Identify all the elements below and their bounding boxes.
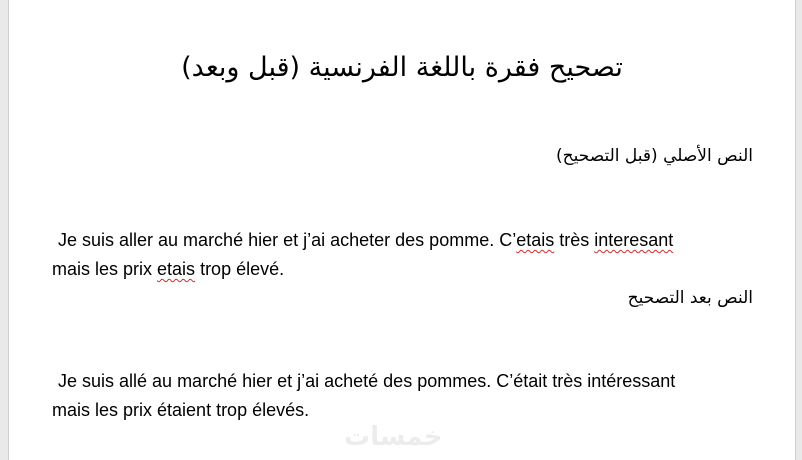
- original-paragraph: [52, 226, 772, 284]
- text-segment: Je suis aller au marché hier et j’ai acheter des pomme. C’: [58, 230, 517, 250]
- corrected-paragraph-line: mais les prix étaient trop élevés.: [52, 400, 310, 420]
- corrected-paragraph-line: Je suis allé au marché hier et j’ai acheté des pommes. C’était très intéressant: [58, 371, 676, 391]
- misspelled-word: etais: [157, 259, 196, 279]
- corrected-text-heading: النص بعد التصحيح: [627, 288, 753, 308]
- watermark-logo: خمسات: [344, 422, 443, 452]
- misspelled-word: interesant: [594, 230, 674, 250]
- text-segment: très: [554, 230, 595, 250]
- document-page: [8, 0, 796, 460]
- original-paragraph-line: [52, 255, 772, 284]
- original-paragraph-line: [52, 226, 772, 255]
- corrected-paragraph: [52, 367, 772, 425]
- text-segment: trop élevé.: [195, 259, 285, 279]
- original-text-heading: النص الأصلي (قبل التصحيح): [556, 146, 753, 166]
- document-title: تصحيح فقرة باللغة الفرنسية (قبل وبعد): [181, 52, 623, 83]
- text-segment: mais les prix: [52, 259, 158, 279]
- misspelled-word: etais: [516, 230, 555, 250]
